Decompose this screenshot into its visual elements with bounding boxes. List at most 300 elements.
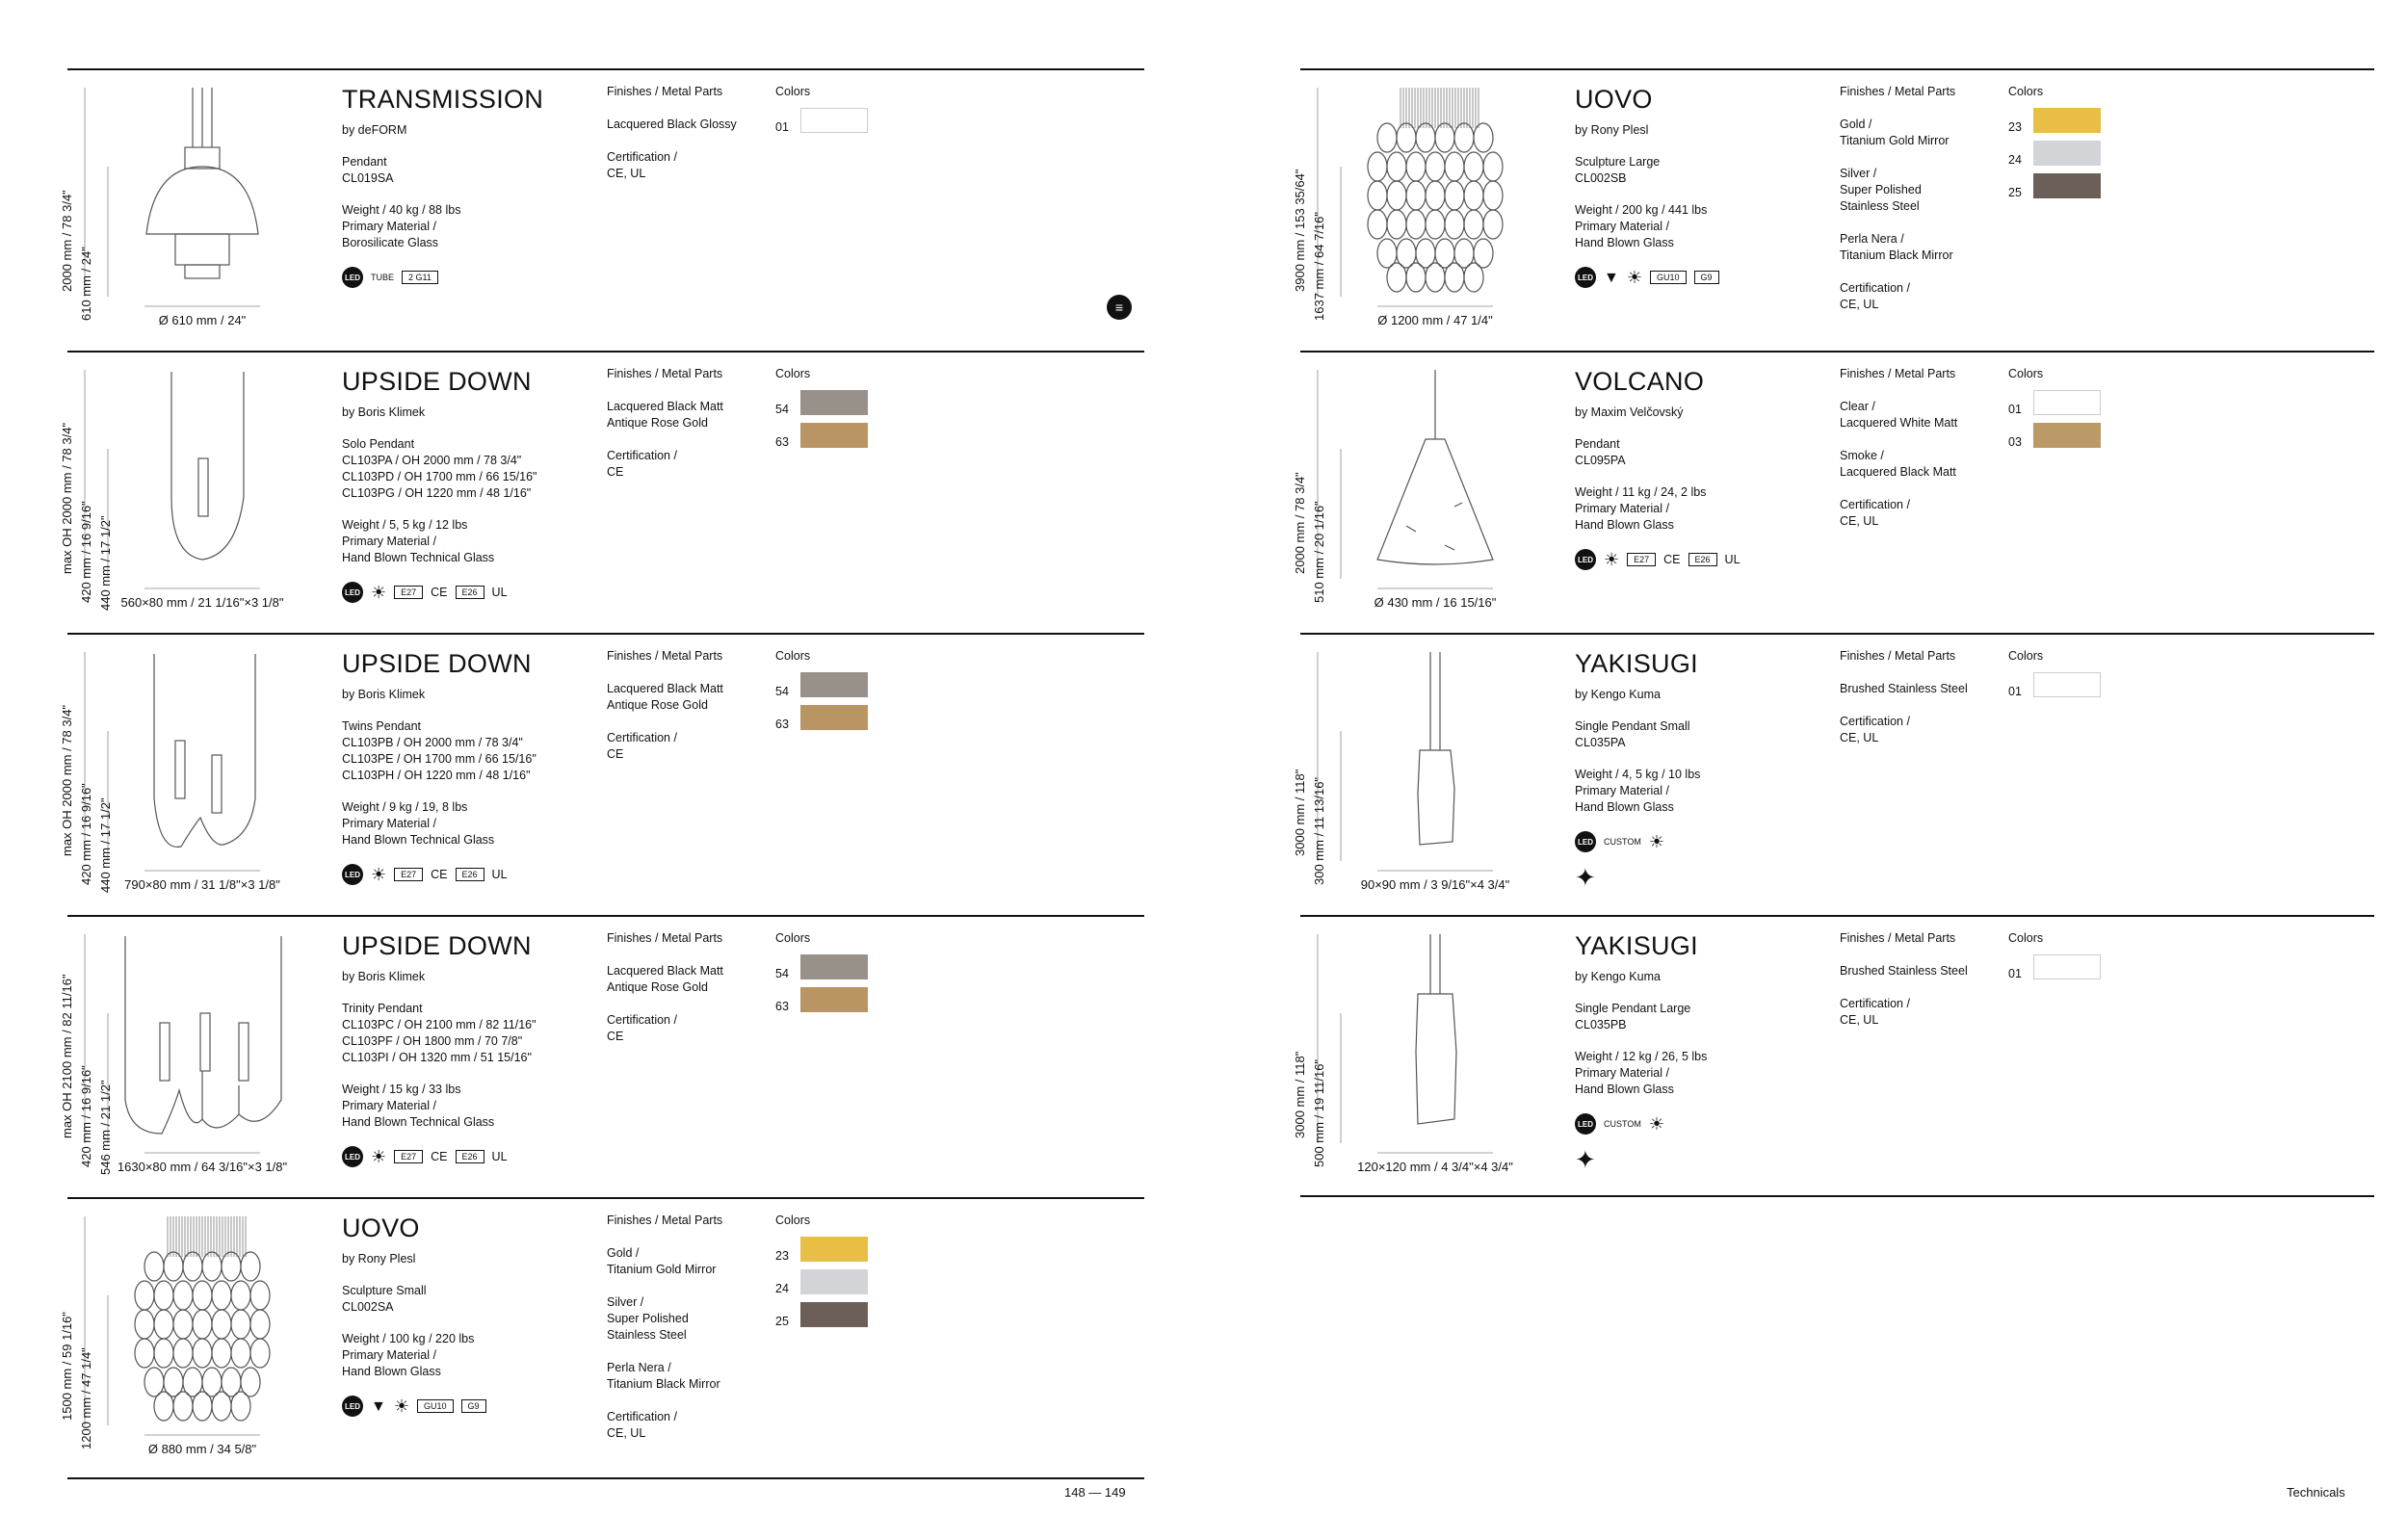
dimension-body-height: 1637 mm / 64 7/16": [1312, 211, 1326, 321]
finish-option: [1840, 117, 2003, 149]
finish-line: Titanium Black Mirror: [607, 1377, 720, 1391]
socket-tag: E27: [394, 868, 423, 881]
finish-option: [607, 1294, 771, 1344]
color-code: 01: [775, 120, 789, 134]
product-drawing: [67, 1199, 337, 1479]
product-weight: Weight / 11 kg / 24, 2 lbs: [1575, 485, 1707, 499]
product-drawing: [67, 70, 337, 351]
product-figure: [1293, 635, 1570, 915]
finishes-column: [1840, 930, 2003, 1045]
colors-column: [775, 930, 891, 1020]
product-code: CL095PA: [1575, 454, 1626, 467]
socket-tag: GU10: [1650, 271, 1687, 284]
finish-line: Stainless Steel: [1840, 199, 1920, 213]
product-code: CL103PC / OH 2100 mm / 82 11/16": [342, 1018, 537, 1031]
product-drawing: [1300, 635, 1570, 915]
product-code: CL019SA: [342, 171, 394, 185]
dimension-body-height: 610 mm / 24": [79, 247, 93, 321]
finishes-column: [1840, 84, 2003, 329]
color-option[interactable]: [2008, 954, 2124, 987]
left-page: [60, 68, 1144, 1479]
socket-tag: E27: [394, 1150, 423, 1163]
product-code: CL103PB / OH 2000 mm / 78 3/4": [342, 736, 523, 749]
finish-line: Titanium Gold Mirror: [1840, 134, 1950, 147]
material-value: Hand Blown Glass: [342, 1365, 441, 1378]
material-value: Hand Blown Glass: [1575, 236, 1674, 249]
finish-option: [1840, 399, 2003, 431]
dimmable-sun-icon: ☀: [371, 865, 387, 884]
product-type: Single Pendant Large: [1575, 1002, 1691, 1015]
product-row: [60, 68, 1144, 351]
product-type: Sculpture Small: [342, 1284, 427, 1297]
color-code: 54: [775, 967, 789, 980]
product-figure: [1293, 352, 1570, 633]
led-icon: LED: [1575, 549, 1596, 570]
product-row: [60, 633, 1144, 915]
finish-line: Gold /: [607, 1246, 640, 1260]
color-swatch[interactable]: [800, 1302, 868, 1327]
product-specs: [342, 799, 592, 848]
finishes-column: [1840, 366, 2003, 546]
dimension-overall-height: 2000 mm / 78 3/4": [60, 190, 74, 292]
finish-line: Super Polished: [607, 1312, 689, 1325]
finish-option: [1840, 681, 2003, 697]
product-figure: [60, 352, 337, 633]
finish-option: [1840, 166, 2003, 215]
product-row: [60, 351, 1144, 633]
ce-mark: CE: [431, 867, 448, 881]
socket-tag: G9: [1694, 271, 1719, 284]
color-code: 54: [775, 403, 789, 416]
material-label: Primary Material /: [1575, 220, 1669, 233]
color-swatch[interactable]: [800, 954, 868, 979]
colors-header: Colors: [2008, 649, 2044, 663]
product-designer: by Boris Klimek: [342, 405, 426, 419]
product-type-codes: [342, 718, 592, 784]
product-name: UOVO: [1575, 85, 1653, 114]
certification: [1840, 714, 2003, 746]
dimension-width: 560×80 mm / 21 1/16"×3 1/8": [120, 595, 284, 610]
color-option[interactable]: [2008, 173, 2124, 206]
color-swatch[interactable]: [800, 108, 868, 133]
product-weight: Weight / 4, 5 kg / 10 lbs: [1575, 768, 1701, 781]
dimension-overall-height: 3900 mm / 153 35/64": [1293, 169, 1307, 292]
product-row: [60, 915, 1144, 1197]
product-name: UOVO: [342, 1214, 420, 1242]
product-figure: [1293, 70, 1570, 351]
color-code: 23: [2008, 120, 2022, 134]
cert-value: CE: [607, 747, 624, 761]
product-type-codes: [342, 1283, 592, 1316]
certification: [607, 1409, 771, 1442]
product-figure: [60, 70, 337, 351]
tube-label: TUBE: [371, 272, 395, 282]
product-code: CL002SA: [342, 1300, 394, 1314]
dimension-body-height: 1200 mm / 47 1/4": [79, 1347, 93, 1449]
product-type-codes: [342, 1001, 592, 1066]
finish-line: Stainless Steel: [607, 1328, 687, 1342]
cert-label: Certification /: [607, 1013, 677, 1027]
right-page: [1293, 68, 2374, 1197]
socket-tag: G9: [461, 1399, 486, 1413]
led-icon: LED: [1575, 267, 1596, 288]
product-drawing: [1300, 70, 1570, 351]
colors-column: [2008, 648, 2124, 705]
product-weight: Weight / 12 kg / 26, 5 lbs: [1575, 1050, 1708, 1063]
finishes-header: Finishes / Metal Parts: [607, 1214, 723, 1227]
color-swatch[interactable]: [800, 1269, 868, 1294]
dimension-overall-height: 1500 mm / 59 1/16": [60, 1311, 74, 1421]
color-swatch[interactable]: [2033, 672, 2101, 697]
product-name: UPSIDE DOWN: [342, 367, 532, 396]
finishes-column: [1840, 648, 2003, 763]
cert-value: CE, UL: [607, 1426, 646, 1440]
dimension-body-height: 420 mm / 16 9/16": [79, 1065, 93, 1167]
product-info: [342, 930, 592, 1167]
page-numbers: 148 — 149: [1064, 1485, 1126, 1500]
product-type: Twins Pendant: [342, 719, 421, 733]
color-option[interactable]: [775, 954, 891, 987]
finishes-header: Finishes / Metal Parts: [1840, 367, 1956, 380]
dimension-lower-height: 440 mm / 17 1/2": [98, 797, 113, 893]
certification: [607, 448, 771, 481]
finish-line: Antique Rose Gold: [607, 698, 708, 712]
product-code: CL103PF / OH 1800 mm / 70 7/8": [342, 1034, 523, 1048]
color-code: 25: [775, 1315, 789, 1328]
dimension-overall-height: max OH 2000 mm / 78 3/4": [60, 422, 74, 574]
color-code: 63: [775, 1000, 789, 1013]
cert-label: Certification /: [1840, 715, 1910, 728]
colors-column: [2008, 366, 2124, 456]
product-type: Single Pendant Small: [1575, 719, 1690, 733]
led-icon: LED: [342, 267, 363, 288]
color-option[interactable]: [2008, 672, 2124, 705]
color-option[interactable]: [775, 1302, 891, 1335]
product-code: CL035PB: [1575, 1018, 1627, 1031]
dimension-body-height: 510 mm / 20 1/16": [1312, 501, 1326, 603]
color-code: 24: [775, 1282, 789, 1295]
spot-bulb-icon: ▼: [1604, 269, 1619, 286]
finish-line: Super Polished: [1840, 183, 1922, 196]
product-name: YAKISUGI: [1575, 931, 1698, 960]
color-option[interactable]: [775, 1237, 891, 1269]
product-weight: Weight / 200 kg / 441 lbs: [1575, 203, 1708, 217]
color-code: 03: [2008, 435, 2022, 449]
product-code: CL103PD / OH 1700 mm / 66 15/16": [342, 470, 537, 483]
dimension-overall-height: max OH 2000 mm / 78 3/4": [60, 704, 74, 856]
finishes-column: [607, 366, 771, 497]
finish-option: [607, 681, 771, 714]
finish-line: Smoke /: [1840, 449, 1884, 462]
dimension-body-height: 420 mm / 16 9/16": [79, 783, 93, 885]
product-type: Pendant: [342, 155, 387, 169]
colors-header: Colors: [2008, 85, 2044, 98]
spec-badges: [342, 267, 592, 288]
finishes-header: Finishes / Metal Parts: [1840, 85, 1956, 98]
cert-value: CE, UL: [1840, 298, 1879, 311]
color-swatch[interactable]: [2033, 954, 2101, 979]
finish-option: [1840, 448, 2003, 481]
product-specs: [342, 517, 592, 566]
colors-header: Colors: [2008, 931, 2044, 945]
colors-column: [775, 366, 891, 456]
spec-badges: [1575, 549, 1825, 570]
finish-option: [1840, 963, 2003, 979]
colors-column: [775, 84, 891, 141]
colors-header: Colors: [775, 85, 811, 98]
colors-header: Colors: [775, 1214, 811, 1227]
dimension-width: 790×80 mm / 31 1/8"×3 1/8": [124, 877, 280, 892]
certification: [1840, 497, 2003, 530]
finishes-column: [607, 648, 771, 779]
cert-label: Certification /: [607, 1410, 677, 1423]
product-type: Solo Pendant: [342, 437, 415, 451]
product-designer: by Boris Klimek: [342, 970, 426, 983]
certification: [607, 730, 771, 763]
custom-label: CUSTOM: [1604, 1118, 1641, 1129]
color-code: 01: [2008, 403, 2022, 416]
cert-label: Certification /: [607, 150, 677, 164]
color-swatch[interactable]: [2033, 108, 2101, 133]
finish-option: [607, 963, 771, 996]
dimmable-sun-icon: ☀: [371, 1147, 387, 1166]
finish-option: [607, 117, 771, 133]
colors-header: Colors: [775, 931, 811, 945]
socket-tag: E27: [1627, 553, 1656, 566]
product-code: CL035PA: [1575, 736, 1626, 749]
product-name: UPSIDE DOWN: [342, 931, 532, 960]
material-value: Hand Blown Glass: [1575, 518, 1674, 532]
material-label: Primary Material /: [342, 1348, 436, 1362]
color-code: 01: [2008, 967, 2022, 980]
material-value: Borosilicate Glass: [342, 236, 439, 249]
product-weight: Weight / 100 kg / 220 lbs: [342, 1332, 475, 1345]
product-type-codes: [1575, 718, 1825, 751]
color-code: 24: [2008, 153, 2022, 167]
product-type-codes: [342, 436, 592, 502]
product-info: [342, 84, 592, 288]
finishes-column: [607, 84, 771, 198]
color-swatch[interactable]: [2033, 141, 2101, 166]
finishes-header: Finishes / Metal Parts: [607, 85, 723, 98]
color-option[interactable]: [775, 672, 891, 705]
colors-column: [775, 648, 891, 738]
dimension-lower-height: 440 mm / 17 1/2": [98, 515, 113, 611]
finish-line: Antique Rose Gold: [607, 980, 708, 994]
cert-value: CE, UL: [1840, 514, 1879, 528]
finish-line: Titanium Gold Mirror: [607, 1263, 717, 1276]
product-specs: [342, 1082, 592, 1131]
dimmable-sun-icon: ☀: [1604, 550, 1620, 569]
color-code: 63: [775, 435, 789, 449]
material-value: Hand Blown Glass: [1575, 800, 1674, 814]
cert-label: Certification /: [1840, 997, 1910, 1010]
product-weight: Weight / 15 kg / 33 lbs: [342, 1083, 461, 1096]
product-type-codes: [1575, 1001, 1825, 1033]
color-swatch[interactable]: [2033, 173, 2101, 198]
finishes-column: [607, 1213, 771, 1458]
chat-icon[interactable]: ≡: [1107, 295, 1132, 320]
led-icon: LED: [1575, 831, 1596, 852]
product-type: Trinity Pendant: [342, 1002, 423, 1015]
colors-header: Colors: [2008, 367, 2044, 380]
product-code: CL103PI / OH 1320 mm / 51 15/16": [342, 1051, 532, 1064]
custom-label: CUSTOM: [1604, 836, 1641, 847]
color-swatch[interactable]: [800, 423, 868, 448]
product-weight: Weight / 5, 5 kg / 12 lbs: [342, 518, 468, 532]
product-row: [60, 1197, 1144, 1479]
product-figure: [1293, 917, 1570, 1197]
color-option[interactable]: [2008, 141, 2124, 173]
material-label: Primary Material /: [1575, 502, 1669, 515]
color-swatch[interactable]: [800, 390, 868, 415]
ul-mark: UL: [491, 585, 508, 599]
dimension-overall-height: max OH 2100 mm / 82 11/16": [60, 974, 74, 1138]
finish-line: Perla Nera /: [1840, 232, 1904, 246]
material-value: Hand Blown Glass: [1575, 1083, 1674, 1096]
ce-mark: CE: [1663, 552, 1681, 566]
color-option[interactable]: [775, 705, 891, 738]
material-value: Hand Blown Technical Glass: [342, 1115, 495, 1129]
material-label: Primary Material /: [342, 817, 436, 830]
color-swatch[interactable]: [800, 672, 868, 697]
product-designer: by Kengo Kuma: [1575, 688, 1661, 701]
color-option[interactable]: [2008, 390, 2124, 423]
finish-line: Lacquered Black Matt: [607, 400, 723, 413]
finish-line: Titanium Black Mirror: [1840, 248, 1953, 262]
product-info: [1575, 930, 1825, 1173]
product-info: [1575, 84, 1825, 288]
spec-badges: [342, 1396, 592, 1417]
product-name: YAKISUGI: [1575, 649, 1698, 678]
product-type-codes: [1575, 154, 1825, 187]
product-info: [1575, 366, 1825, 570]
product-code: CL002SB: [1575, 171, 1627, 185]
product-designer: by Rony Plesl: [342, 1252, 416, 1266]
product-specs: [342, 202, 592, 251]
finishes-header: Finishes / Metal Parts: [607, 649, 723, 663]
product-weight: Weight / 40 kg / 88 lbs: [342, 203, 461, 217]
product-info: [1575, 648, 1825, 891]
color-option[interactable]: [2008, 108, 2124, 141]
color-swatch[interactable]: [800, 987, 868, 1012]
socket-tag: E26: [456, 868, 484, 881]
cert-label: Certification /: [607, 731, 677, 744]
socket-tag: 2 G11: [402, 271, 438, 284]
spot-bulb-icon: ▼: [371, 1397, 386, 1415]
dimmable-sun-icon: ☀: [1626, 268, 1642, 287]
dimension-width: Ø 430 mm / 16 15/16": [1374, 595, 1497, 610]
socket-tag: E26: [456, 1150, 484, 1163]
color-option[interactable]: [2008, 423, 2124, 456]
color-swatch[interactable]: [2033, 390, 2101, 415]
colors-header: Colors: [775, 367, 811, 380]
finish-line: Brushed Stainless Steel: [1840, 964, 1968, 978]
cert-value: CE, UL: [1840, 731, 1879, 744]
certification: [607, 149, 771, 182]
finish-line: Lacquered Black Matt: [1840, 465, 1956, 479]
color-swatch[interactable]: [800, 705, 868, 730]
dimension-body-height: 420 mm / 16 9/16": [79, 501, 93, 603]
finish-line: Antique Rose Gold: [607, 416, 708, 430]
color-code: 25: [2008, 186, 2022, 199]
dimmable-sun-icon: ☀: [371, 583, 387, 602]
ul-mark: UL: [491, 1149, 508, 1163]
ul-mark: UL: [491, 867, 508, 881]
finish-line: Silver /: [607, 1295, 644, 1309]
product-name: UPSIDE DOWN: [342, 649, 532, 678]
spec-badges: [1575, 831, 1825, 852]
color-option[interactable]: [775, 390, 891, 423]
section-title: Technicals: [2287, 1485, 2345, 1500]
led-icon: LED: [342, 582, 363, 603]
product-specs: [1575, 1049, 1825, 1098]
color-code: 63: [775, 718, 789, 731]
product-designer: by Maxim Velčovský: [1575, 405, 1684, 419]
finishes-header: Finishes / Metal Parts: [607, 367, 723, 380]
product-drawing: [1300, 917, 1570, 1197]
color-swatch[interactable]: [800, 1237, 868, 1262]
certification: [607, 1012, 771, 1045]
finishes-column: [607, 930, 771, 1061]
color-swatch[interactable]: [2033, 423, 2101, 448]
product-row: [1293, 633, 2374, 915]
color-code: 23: [775, 1249, 789, 1263]
material-label: Primary Material /: [342, 535, 436, 548]
certification: [1840, 280, 2003, 313]
finish-line: Clear /: [1840, 400, 1875, 413]
product-designer: by deFORM: [342, 123, 407, 137]
product-type-codes: [1575, 436, 1825, 469]
dimension-body-height: 300 mm / 11 13/16": [1312, 776, 1326, 885]
product-name: TRANSMISSION: [342, 85, 544, 114]
product-specs: [1575, 484, 1825, 534]
dimmable-sun-icon: ☀: [1648, 832, 1664, 851]
finish-line: Gold /: [1840, 117, 1872, 131]
material-value: Hand Blown Technical Glass: [342, 551, 495, 564]
finishes-header: Finishes / Metal Parts: [1840, 649, 1956, 663]
colors-column: [2008, 930, 2124, 987]
product-figure: [60, 917, 337, 1197]
dimension-body-height: 500 mm / 19 11/16": [1312, 1058, 1326, 1167]
finish-line: Lacquered Black Glossy: [607, 117, 737, 131]
material-label: Primary Material /: [342, 1099, 436, 1112]
cert-label: Certification /: [1840, 498, 1910, 511]
cert-value: CE: [607, 465, 624, 479]
cert-value: CE: [607, 1030, 624, 1043]
led-icon: LED: [342, 1396, 363, 1417]
color-code: 54: [775, 685, 789, 698]
product-info: [342, 1213, 592, 1417]
spec-badges: [342, 582, 592, 603]
color-option[interactable]: [775, 987, 891, 1020]
cert-value: CE, UL: [1840, 1013, 1879, 1027]
sparkle-icon: ✦: [1575, 1145, 1596, 1174]
finish-option: [607, 1245, 771, 1278]
color-option[interactable]: [775, 423, 891, 456]
color-option[interactable]: [775, 1269, 891, 1302]
product-code: CL103PG / OH 1220 mm / 48 1/16": [342, 486, 532, 500]
product-drawing: [1300, 352, 1570, 633]
colors-column: [775, 1213, 891, 1335]
dimension-overall-height: 3000 mm / 118": [1293, 769, 1307, 856]
ce-mark: CE: [431, 585, 448, 599]
spec-badges: [342, 1146, 592, 1167]
color-option[interactable]: [775, 108, 891, 141]
led-icon: LED: [342, 1146, 363, 1167]
product-designer: by Rony Plesl: [1575, 123, 1649, 137]
material-value: Hand Blown Technical Glass: [342, 833, 495, 847]
